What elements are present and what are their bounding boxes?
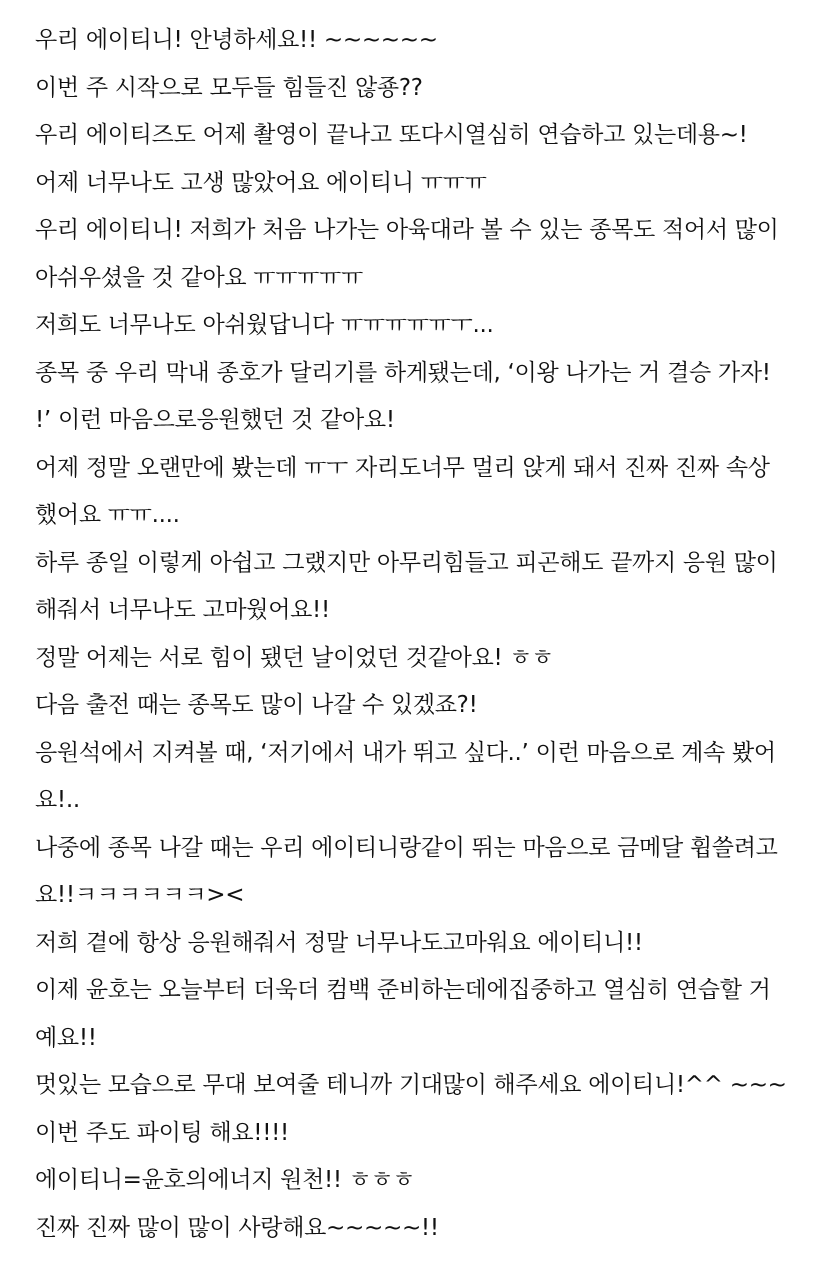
letter-line: 요!!ㅋㅋㅋㅋㅋㅋ>< — [35, 882, 245, 908]
letter-line: 어제 너무나도 고생 많았어요 에이티니 ㅠㅠㅠ — [35, 169, 487, 196]
letter-line: 나중에 종목 나갈 때는 우리 에이티니랑같이 뛰는 마음으로 금메달 휩쓸려고 — [35, 834, 778, 861]
letter-line: 저희 곁에 항상 응원해줘서 정말 너무나도고마워요 에이티니!! — [35, 929, 643, 956]
letter-line: 하루 종일 이렇게 아쉽고 그랬지만 아무리힘들고 피곤해도 끝까지 응원 많이 — [35, 549, 778, 576]
letter-line: 우리 에이티니! 저희가 처음 나가는 아육대라 볼 수 있는 종목도 적어서 많이 — [35, 217, 779, 243]
letter-line: 이제 윤호는 오늘부터 더욱더 컴백 준비하는데에집중하고 열심히 연습할 거 — [35, 977, 771, 1003]
letter-line: 진짜 진짜 많이 많이 사랑해요~~~~~!! — [35, 1214, 439, 1241]
letter-line: !’ 이런 마음으로응원했던 것 같아요! — [35, 407, 395, 433]
letter-line: 에이티니=윤호의에너지 원천!! ㅎㅎㅎ — [35, 1167, 415, 1193]
letter-line: 멋있는 모습으로 무대 보여줄 테니까 기대많이 해주세요 에이티니!^^ ~~~ — [35, 1072, 787, 1098]
letter-line: 요!.. — [35, 787, 80, 813]
letter-line: 예요!! — [35, 1024, 97, 1051]
letter-line: 우리 에이티니! 안녕하세요!! ~~~~~~ — [35, 27, 438, 53]
letter-line: 이번 주도 파이팅 해요!!!! — [35, 1119, 289, 1146]
letter-line: 응원석에서 지켜볼 때, ‘저기에서 내가 뛰고 싶다..’ 이런 마음으로 계속 봤어 — [35, 739, 776, 766]
letter-line: 정말 어제는 서로 힘이 됐던 날이었던 것같아요! ㅎㅎ — [35, 644, 554, 671]
letter-line: 했어요 ㅠㅠ.... — [35, 502, 180, 528]
letter-line: 저희도 너무나도 아쉬웠답니다 ㅠㅠㅠㅠㅠㅜ... — [35, 312, 494, 338]
letter-body — [35, 17, 815, 1252]
letter-line: 어제 정말 오랜만에 봤는데 ㅠㅜ 자리도너무 멀리 앉게 돼서 진짜 진짜 속상 — [35, 454, 770, 481]
letter-line: 아쉬우셨을 것 같아요 ㅠㅠㅠㅠㅠ — [35, 264, 363, 291]
letter-line: 종목 중 우리 막내 종호가 달리기를 하게됐는데, ‘이왕 나가는 거 결승 가자! — [35, 359, 771, 386]
letter-line: 해줘서 너무나도 고마웠어요!! — [35, 597, 330, 623]
letter-line: 다음 출전 때는 종목도 많이 나갈 수 있겠죠?! — [35, 692, 478, 718]
letter-line: 이번 주 시작으로 모두들 힘들진 않죵?? — [35, 74, 423, 101]
letter-line: 우리 에이티즈도 어제 촬영이 끝나고 또다시열심히 연습하고 있는데용~! — [35, 122, 748, 148]
